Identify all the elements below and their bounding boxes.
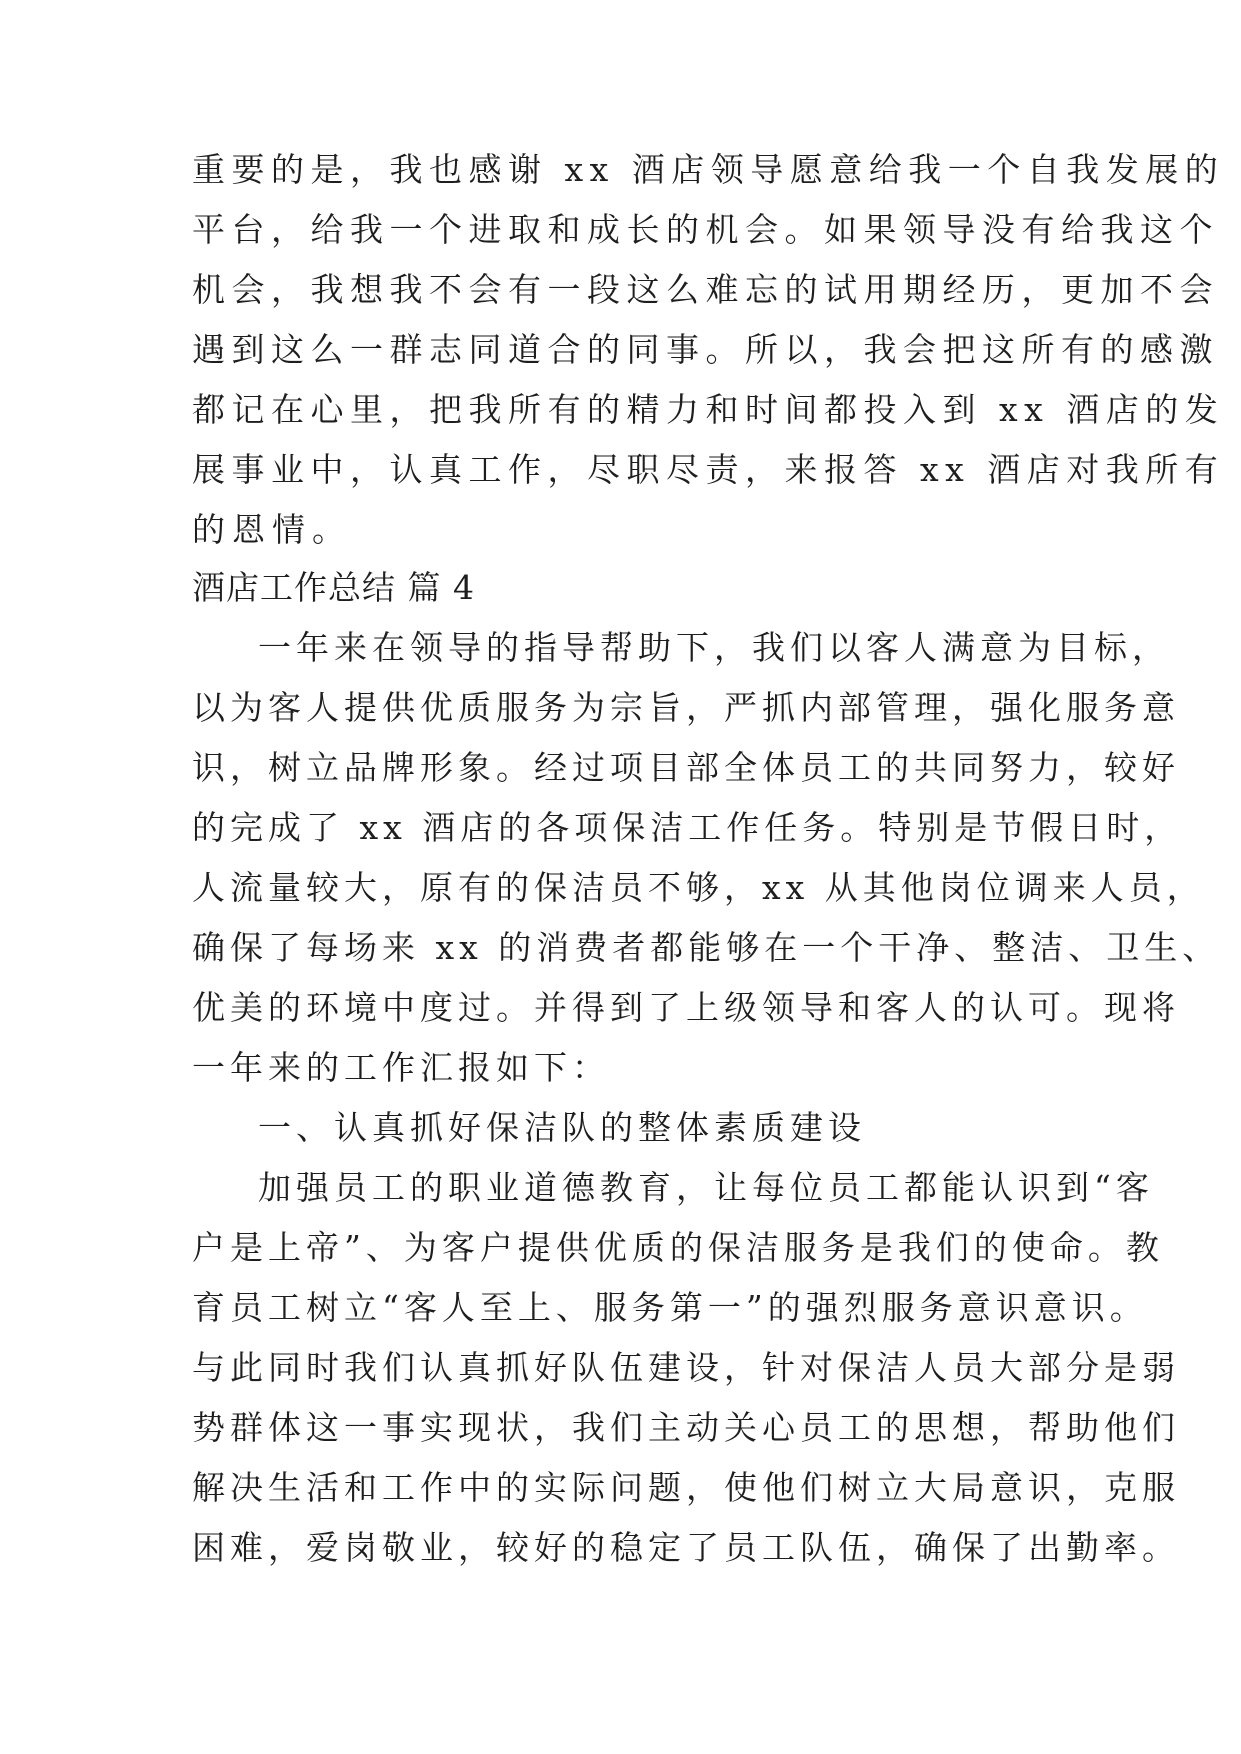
section-heading: 酒店工作总结 篇 4: [192, 568, 475, 607]
paragraph-line: 确保了每场来 xx 的消费者都能够在一个干净、整洁、卫生、: [192, 928, 1221, 967]
paragraph-line: 以为客人提供优质服务为宗旨，严抓内部管理，强化服务意: [192, 688, 1180, 727]
paragraph-line: 一年来在领导的指导帮助下，我们以客人满意为目标，: [258, 628, 1170, 667]
paragraph-line: 的恩情。: [192, 510, 352, 549]
paragraph-line: 机会，我想我不会有一段这么难忘的试用期经历，更加不会: [192, 270, 1219, 309]
paragraph-line: 解决生活和工作中的实际问题，使他们树立大局意识，克服: [192, 1468, 1180, 1507]
paragraph-line: 势群体这一事实现状，我们主动关心员工的思想，帮助他们: [192, 1408, 1180, 1447]
paragraph-line: 都记在心里，把我所有的精力和时间都投入到 xx 酒店的发: [192, 390, 1225, 429]
paragraph-line: 平台，给我一个进取和成长的机会。如果领导没有给我这个: [192, 210, 1219, 249]
paragraph-line: 识，树立品牌形象。经过项目部全体员工的共同努力，较好: [192, 748, 1180, 787]
paragraph-line: 重要的是，我也感谢 xx 酒店领导愿意给我一个自我发展的: [192, 150, 1225, 189]
paragraph-line: 优美的环境中度过。并得到了上级领导和客人的认可。现将: [192, 988, 1180, 1027]
paragraph-line: 人流量较大，原有的保洁员不够，xx 从其他岗位调来人员，: [192, 868, 1205, 907]
paragraph-line: 的完成了 xx 酒店的各项保洁工作任务。特别是节假日时，: [192, 808, 1183, 847]
paragraph-line: 育员工树立“客人至上、服务第一”的强烈服务意识意识。: [192, 1288, 1148, 1327]
paragraph-line: 一年来的工作汇报如下：: [192, 1048, 610, 1087]
paragraph-line: 困难，爱岗敬业，较好的稳定了员工队伍，确保了出勤率。: [192, 1528, 1180, 1567]
subsection-heading: 一、认真抓好保洁队的整体素质建设: [258, 1108, 866, 1147]
paragraph-line: 户是上帝”、为客户提供优质的保洁服务是我们的使命。教: [192, 1228, 1164, 1267]
paragraph-line: 与此同时我们认真抓好队伍建设，针对保洁人员大部分是弱: [192, 1348, 1180, 1387]
paragraph-line: 遇到这么一群志同道合的同事。所以，我会把这所有的感激: [192, 330, 1219, 369]
paragraph-line: 加强员工的职业道德教育，让每位员工都能认识到“客: [258, 1168, 1154, 1207]
paragraph-line: 展事业中，认真工作，尽职尽责，来报答 xx 酒店对我所有: [192, 450, 1225, 489]
